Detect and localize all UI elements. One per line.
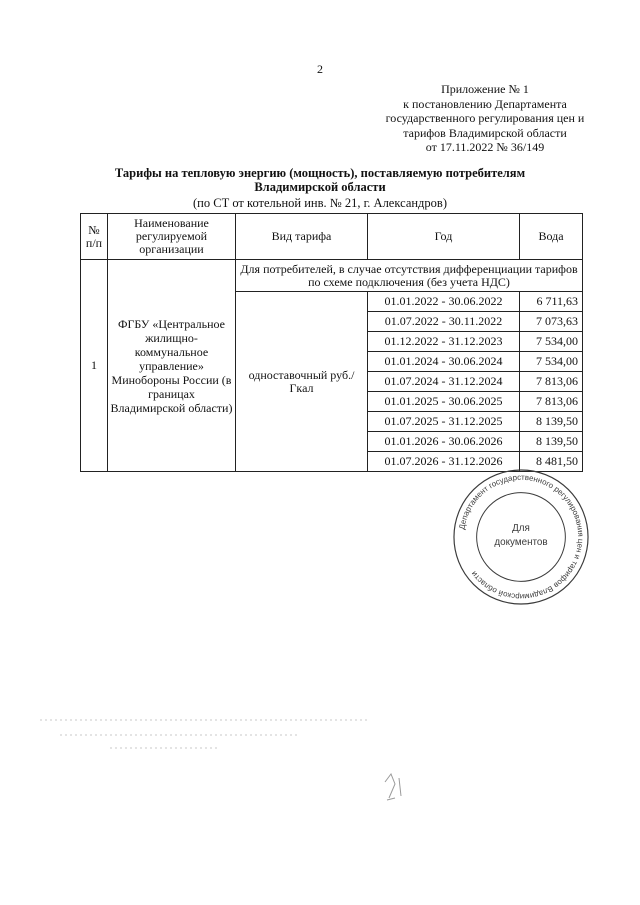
period-cell: 01.07.2026 - 31.12.2026	[368, 452, 520, 472]
appendix-block	[360, 82, 610, 155]
document-subtitle: (по СТ от котельной инв. № 21, г. Александров)	[193, 196, 447, 210]
period-cell: 01.01.2026 - 30.06.2026	[368, 432, 520, 452]
value-cell: 7 813,06	[520, 392, 583, 412]
organization-cell: ФГБУ «Центральное жилищно-коммунальное управление» Минобороны России (в границах Владимирской области)	[108, 260, 236, 472]
appendix-line: тарифов Владимирской области	[403, 125, 567, 140]
page-number: 2	[317, 62, 323, 76]
period-cell: 01.07.2025 - 31.12.2025	[368, 412, 520, 432]
header-cell-number: № п/п	[81, 214, 108, 260]
row-number-cell: 1	[81, 260, 108, 472]
value-cell: 7 534,00	[520, 332, 583, 352]
period-cell: 01.07.2022 - 30.11.2022	[368, 312, 520, 332]
value-cell: 7 534,00	[520, 352, 583, 372]
header-cell-year: Год	[368, 214, 520, 260]
tariff-table	[80, 213, 583, 472]
header-cell-organization: Наименование регулируемой организации	[108, 214, 236, 260]
signature-mark	[385, 774, 401, 800]
value-cell: 8 481,50	[520, 452, 583, 472]
value-cell: 7 813,06	[520, 372, 583, 392]
value-cell: 8 139,50	[520, 412, 583, 432]
stamp-center-line: Для	[512, 523, 530, 535]
value-cell: 7 073,63	[520, 312, 583, 332]
value-cell: 6 711,63	[520, 292, 583, 312]
group-note-cell: Для потребителей, в случае отсутствия дифференциации тарифов по схеме подключения (без учета НДС)	[236, 260, 583, 292]
scan-artifacts	[0, 700, 640, 840]
appendix-line: к постановлению Департамента	[403, 96, 567, 111]
tariff-type-cell: одноставочный руб./Гкал	[236, 292, 368, 472]
header-cell-tariff-type: Вид тарифа	[236, 214, 368, 260]
appendix-line: Приложение № 1	[441, 82, 529, 96]
value-cell: 8 139,50	[520, 432, 583, 452]
stamp-ring-path: Департамент государственного регулирования цен и тарифов Владимирской области	[457, 472, 586, 602]
period-cell: 01.12.2022 - 31.12.2023	[368, 332, 520, 352]
table-row	[81, 260, 583, 292]
stamp-center-line: документов	[494, 536, 548, 548]
official-stamp	[452, 468, 590, 606]
title-line: Владимирской области	[254, 180, 386, 194]
period-cell: 01.07.2024 - 31.12.2024	[368, 372, 520, 392]
period-cell: 01.01.2022 - 30.06.2022	[368, 292, 520, 312]
appendix-line: от 17.11.2022 № 36/149	[425, 140, 545, 154]
period-cell: 01.01.2024 - 30.06.2024	[368, 352, 520, 372]
header-cell-water: Вода	[520, 214, 583, 260]
period-cell: 01.01.2025 - 30.06.2025	[368, 392, 520, 412]
appendix-line: государственного регулирования цен и	[385, 111, 585, 125]
title-line: Тарифы на тепловую энергию (мощность), поставляемую потребителям	[114, 166, 526, 180]
table-header-row	[81, 214, 583, 260]
document-title	[90, 166, 550, 194]
